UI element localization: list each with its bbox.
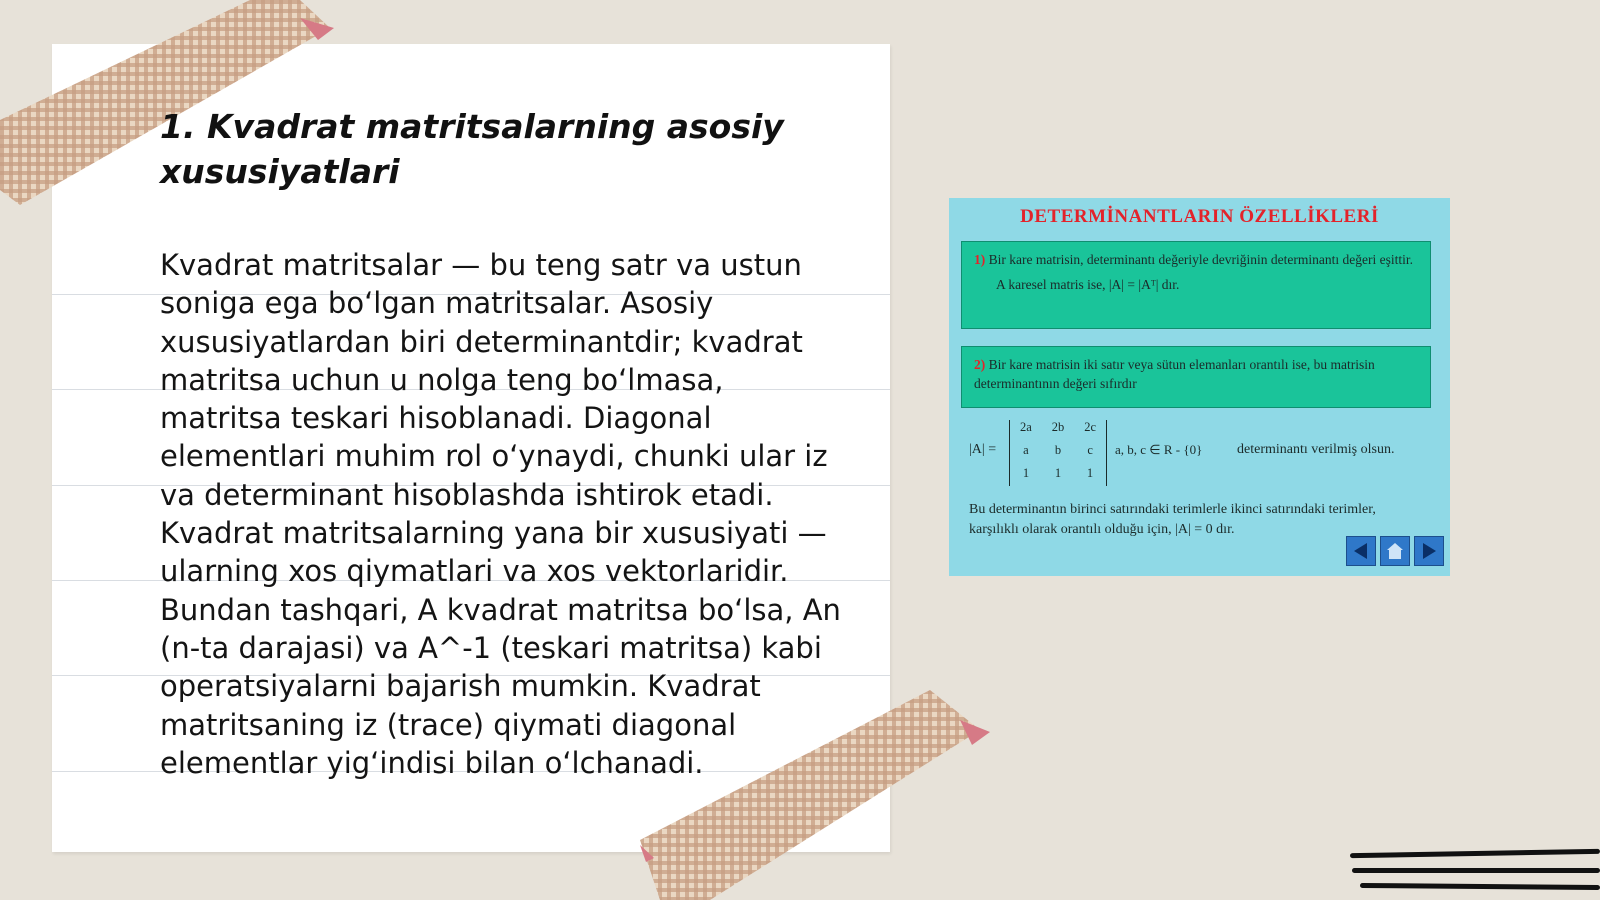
brush-stroke [1352,868,1600,873]
slide-conclusion: Bu determinantın birinci satırındaki terimlerle ikinci satırındaki terimler, karşılıklı olarak orantılı olduğu için, |A| = 0 dır. [969,502,1376,537]
matrix-row [1010,420,1106,435]
page-title: 1. Kvadrat matritsalarning asosiy xususiyatlari [160,107,784,191]
brush-stroke [1360,883,1600,890]
right-arrow-icon[interactable] [1414,536,1444,566]
matrix-cell: 1 [1022,466,1030,480]
matrix-3x3 [1009,420,1107,486]
property-2-box [961,346,1431,408]
matrix-row [1010,443,1106,458]
property-1-number: 1) [974,252,986,267]
matrix-row [1010,466,1106,481]
property-1-formula: A karesel matris ise, |A| = |Aᵀ| dır. [996,277,1180,292]
matrix-cell: 2c [1084,420,1096,434]
property-2-text: Bir kare matrisin iki satır veya sütun elemanları orantılı ise, bu matrisin determinantının değeri sıfırdır [974,357,1375,391]
home-icon[interactable] [1380,536,1410,566]
body-paragraph: Kvadrat matritsalar — bu teng satr va ustun soniga ega bo‘lgan matritsalar. Asosiy xususiyatlardan biri determinantdir; kvadrat matritsa uchun u nolga teng bo‘lmasa, matritsa teskari hisoblanadi. Diagonal elementlari muhim rol o‘ynaydi, chunki ular iz va determinant hisoblashda ishtirok etadi. Kvadrat matritsalarning yana bir xususiyati — ularning xos qiymatlari va xos vektorlaridir. Bundan tashqari, A kvadrat matritsa bo‘lsa, An (n-ta darajasi) va A^-1 (teskari matritsa) kabi operatsiyalarni bajarish mumkin. Kvadrat matritsaning iz (trace) qiymati diagonal elementlar yig‘indisi bilan o‘lchanadi. [160,248,841,780]
brush-stroke [1350,849,1600,858]
slide-navigation [1346,536,1444,566]
slide-title: DETERMİNANTLARIN ÖZELLİKLERİ [1020,206,1379,227]
matrix-condition: a, b, c ∈ R - {0} [1115,442,1203,457]
matrix-cell: c [1087,443,1093,457]
matrix-cell: 2a [1019,420,1032,434]
matrix-cell: b [1054,443,1062,457]
matrix-cell: 1 [1054,466,1062,480]
property-1-text: Bir kare matrisin, determinantı değeriyle devriğinin determinantı değeri eşittir. [988,252,1413,267]
left-arrow-icon[interactable] [1346,536,1376,566]
matrix-cell: 1 [1086,466,1094,480]
matrix-cell: a [1023,443,1029,457]
matrix-cell: 2b [1051,420,1065,434]
matrix-given-text: determinantı verilmiş olsun. [1237,442,1395,457]
property-2-number: 2) [974,357,986,372]
determinant-label: |A| = [969,442,997,457]
determinant-properties-slide [949,198,1450,576]
determinant-example [969,420,1439,486]
property-1-box [961,241,1431,329]
